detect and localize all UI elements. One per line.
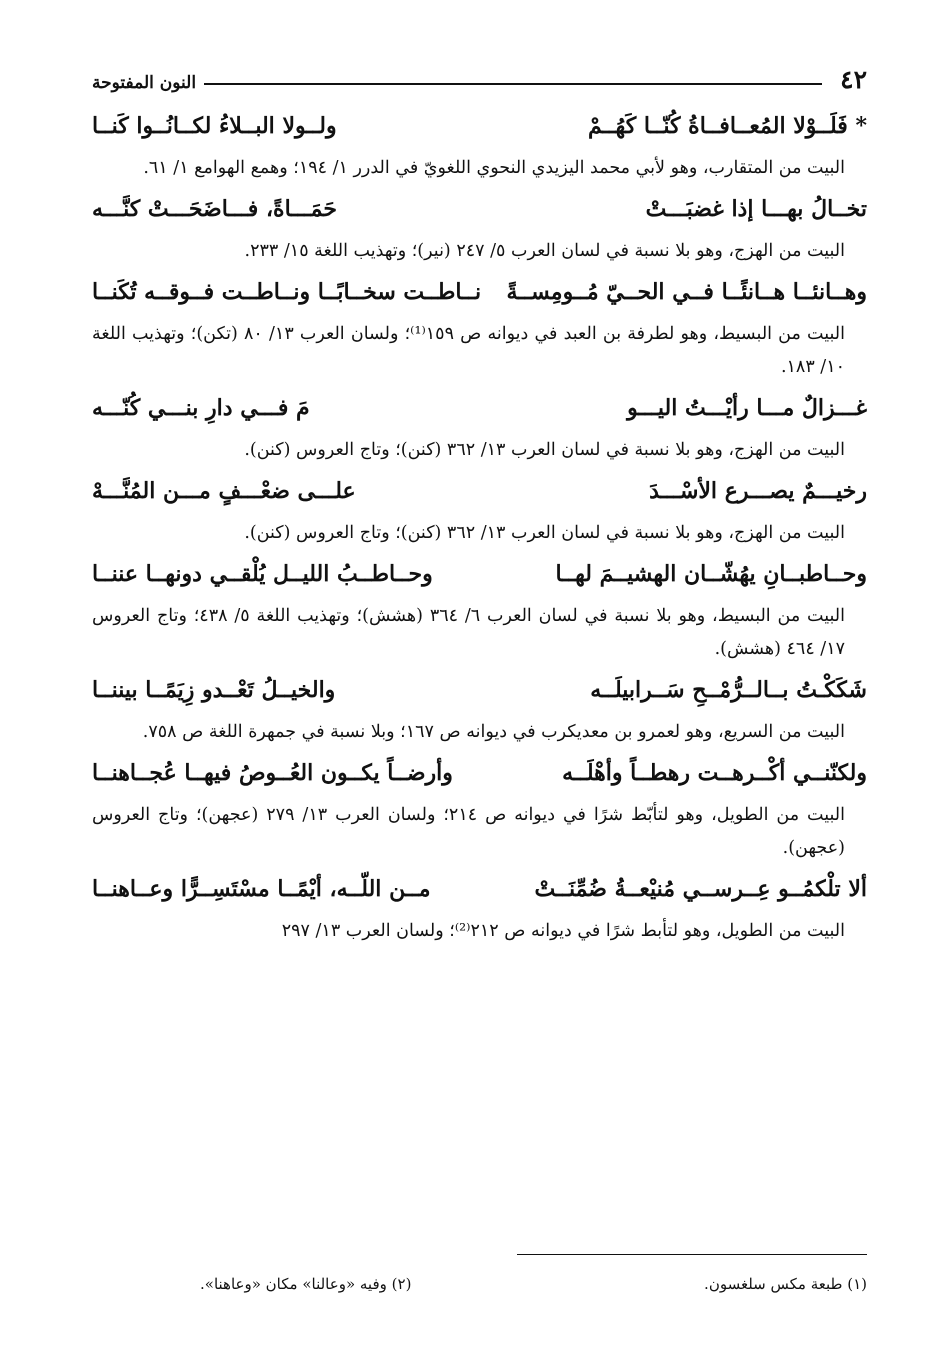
verse-entry bbox=[92, 753, 867, 865]
first-hemistich: * فَلَــوْلا المُعــافــاةُ كُنّــا كَهُــمْ bbox=[588, 113, 867, 139]
verse-entry bbox=[92, 388, 867, 467]
second-hemistich: وأرضــاً يكــون العُــوصُ فيهــا عُجــاهنــا bbox=[92, 760, 453, 786]
verse-entry bbox=[92, 471, 867, 550]
verse-line bbox=[92, 554, 867, 598]
verse-entry bbox=[92, 189, 867, 268]
page-number: ٤٢ bbox=[840, 65, 867, 94]
page-header bbox=[92, 62, 867, 92]
first-hemistich: شَكَكْـتُ بــالــرُّمْــحِ سَــرابيلَــه bbox=[590, 677, 867, 703]
verse-line bbox=[92, 388, 867, 432]
verse-note: البيت من الهزج، وهو بلا نسبة في لسان العرب ٥/ ٢٤٧ (نير)؛ وتهذيب اللغة ١٥/ ٢٣٣. bbox=[244, 241, 845, 261]
first-hemistich: ألا تلْكمُــو عِــرســي مُنيْعــةُ ضُمِّنَــتْ bbox=[534, 876, 867, 902]
verse-note: البيت من الطويل، وهو لتأبط شرًا في ديوانه ص ٢١٢⁽²⁾؛ ولسان العرب ١٣/ ٢٩٧ bbox=[281, 921, 845, 941]
footnote-rule bbox=[517, 1254, 867, 1255]
verse-line bbox=[92, 869, 867, 913]
footnote-2: (٢) وفيه «وعالنا» مكان «وعاهنا». bbox=[200, 1275, 412, 1293]
header-rule bbox=[204, 83, 822, 85]
second-hemistich: نــاطــت سخــابًــا ونــاطــت فــوقــه تُكَنــا bbox=[92, 279, 482, 305]
verse-entry bbox=[92, 869, 867, 948]
footnote-1: (١) طبعة مكس سلغسون. bbox=[704, 1275, 867, 1293]
verse-list bbox=[92, 106, 867, 952]
verse-entry bbox=[92, 272, 867, 384]
verse-note: البيت من المتقارب، وهو لأبي محمد اليزيدي النحوي اللغويّ في الدرر ١/ ١٩٤؛ وهمع الهوامع ١/ ٦١. bbox=[143, 158, 845, 178]
verse-entry bbox=[92, 554, 867, 666]
verse-line bbox=[92, 106, 867, 150]
verse-line bbox=[92, 670, 867, 714]
verse-note: البيت من البسيط، وهو لطرفة بن العبد في ديوانه ص ١٥٩⁽¹⁾؛ ولسان العرب ١٣/ ٨٠ (تكن)؛ وتهذيب اللغة ١٠/ ١٨٣. bbox=[92, 324, 845, 377]
footnotes bbox=[200, 1272, 867, 1296]
chapter-title: النون المفتوحة bbox=[92, 73, 197, 93]
second-hemistich: ولــولا البــلاءُ لكــانُــوا كَنــا bbox=[92, 113, 337, 139]
verse-line bbox=[92, 753, 867, 797]
second-hemistich: مــن اللّــه، أيْمًــا مسْتَسِــرًّا وعــاهنــا bbox=[92, 876, 431, 902]
verse-line bbox=[92, 272, 867, 316]
first-hemistich: تخــالُ بهـــا إذا غضبَـــتْ bbox=[645, 196, 867, 222]
verse-note: البيت من السريع، وهو لعمرو بن معديكرب في ديوانه ص ١٦٧؛ وبلا نسبة في جمهرة اللغة ص ٧٥٨. bbox=[142, 722, 845, 742]
verse-note: البيت من البسيط، وهو بلا نسبة في لسان العرب ٦/ ٣٦٤ (هشش)؛ وتهذيب اللغة ٥/ ٤٣٨؛ وتاج العروس ١٧/ ٤٦٤ (هشش). bbox=[92, 606, 845, 659]
second-hemistich: والخيــلُ تَعْــدو زِيَمًــا بيننــا bbox=[92, 677, 336, 703]
second-hemistich: حَمَـــاةً، فـــاضَحَـــتْ كنَّـــه bbox=[92, 196, 337, 222]
first-hemistich: غـــزالٌ مـــا رأيْـــتُ اليـــو bbox=[627, 395, 867, 421]
first-hemistich: وحــاطبــانِ يهُشّــان الهشيــمَ لهــا bbox=[555, 561, 867, 587]
first-hemistich: ولكنّنــي أكْــرهــت رهطــاً وأهْلَــه bbox=[562, 760, 867, 786]
first-hemistich: رخيـــمٌ يصـــرع الأسْـــدَ bbox=[649, 478, 867, 504]
second-hemistich: مَ فـــي دارِ بنـــي كُنّـــه bbox=[92, 395, 310, 421]
first-hemistich: وهــانئــا هــانئًــا فــي الحــيّ مُــومِســةً bbox=[506, 279, 867, 305]
verse-note: البيت من الهزج، وهو بلا نسبة في لسان العرب ١٣/ ٣٦٢ (كنن)؛ وتاج العروس (كنن). bbox=[244, 523, 845, 543]
verse-line bbox=[92, 471, 867, 515]
verse-entry bbox=[92, 670, 867, 749]
verse-note: البيت من الهزج، وهو بلا نسبة في لسان العرب ١٣/ ٣٦٢ (كنن)؛ وتاج العروس (كنن). bbox=[244, 440, 845, 460]
verse-note: البيت من الطويل، وهو لتأبّط شرًا في ديوانه ص ٢١٤؛ ولسان العرب ١٣/ ٢٧٩ (عجهن)؛ وتاج العروس (عجهن). bbox=[92, 805, 845, 858]
second-hemistich: وحــاطــبُ الليــل يُلْقــي دونهــا عننــا bbox=[92, 561, 433, 587]
verse-line bbox=[92, 189, 867, 233]
second-hemistich: علـــى ضعْـــفٍ مـــن المُنَّـــهْ bbox=[92, 478, 356, 504]
verse-entry bbox=[92, 106, 867, 185]
